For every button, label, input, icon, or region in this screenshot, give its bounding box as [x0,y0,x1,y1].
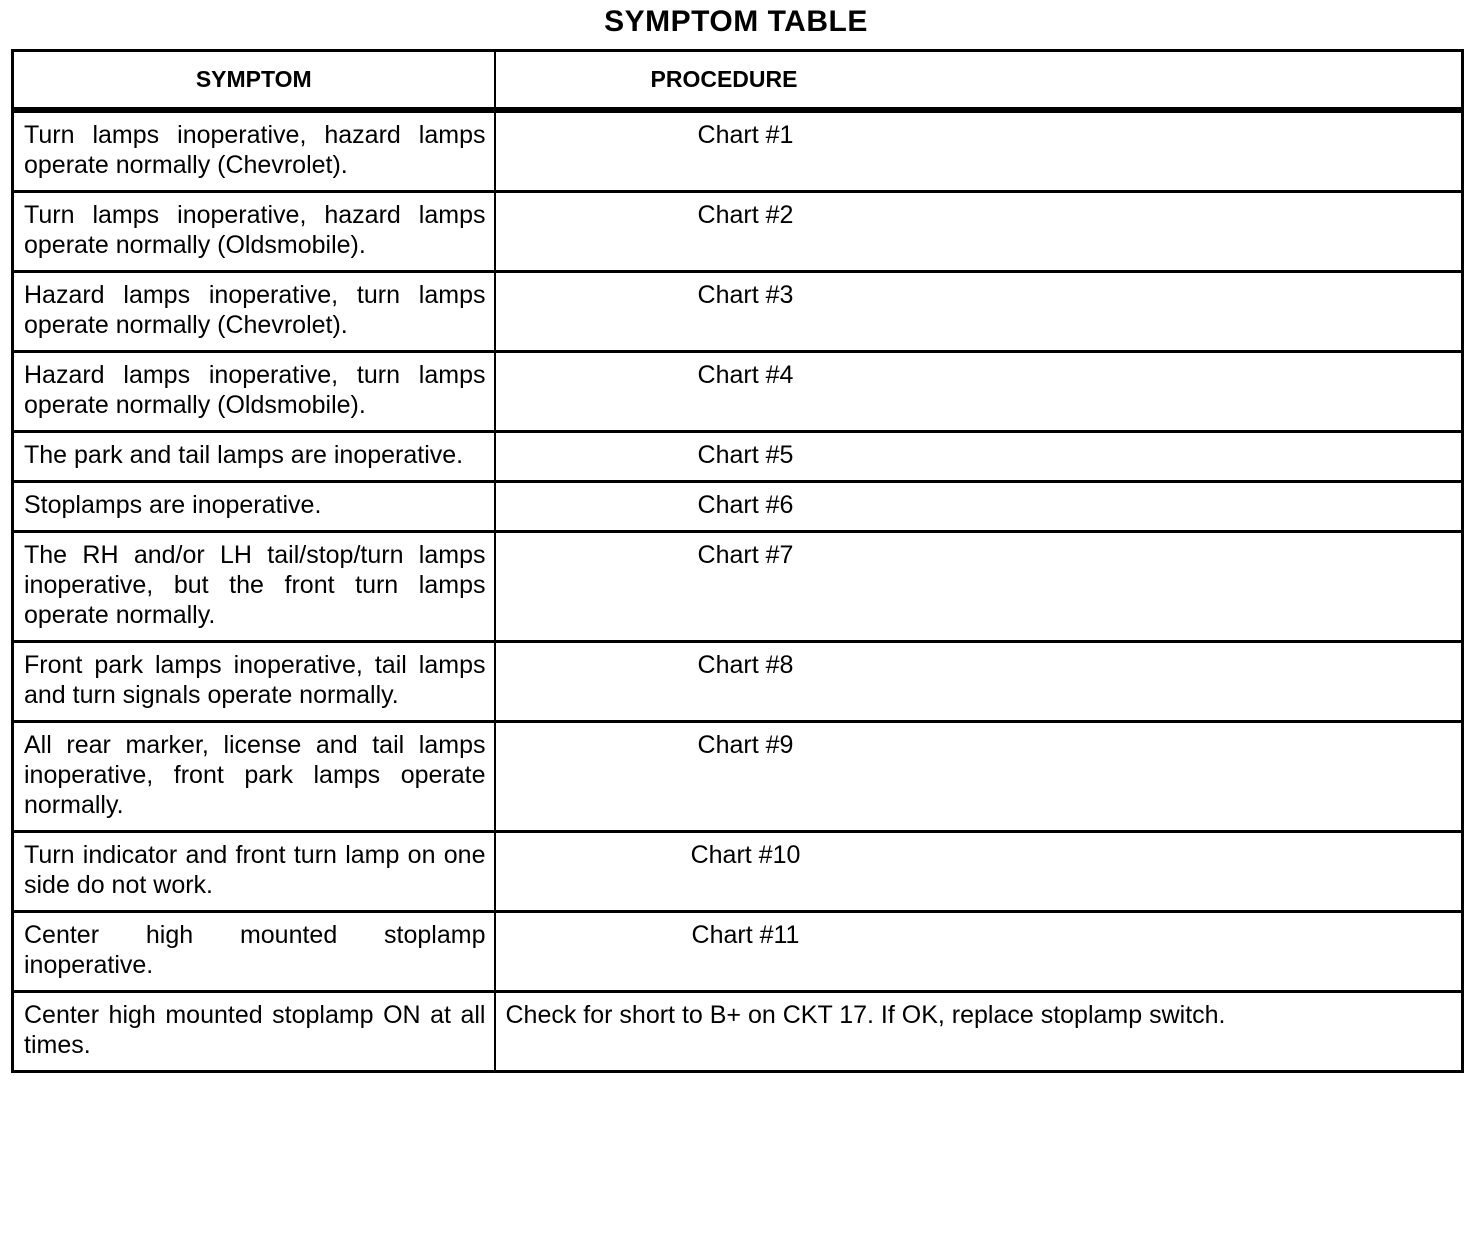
chart-reference: Chart #10 [690,841,801,869]
symptom-cell: Hazard lamps inoperative, turn lamps operate normally (Oldsmobile). [13,352,495,432]
table-row [13,912,1463,992]
procedure-text: Check for short to B+ on CKT 17. If OK, replace stoplamp switch. [505,1001,1226,1029]
table-row [13,532,1463,642]
procedure-cell [495,482,1463,532]
table-row [13,642,1463,722]
procedure-cell [495,912,1463,992]
chart-reference: Chart #9 [697,731,794,759]
symptom-cell: Front park lamps inoperative, tail lamps and turn signals operate normally. [13,642,495,722]
column-header-symptom: SYMPTOM [13,51,495,111]
chart-reference: Chart #5 [697,441,794,469]
page-title: SYMPTOM TABLE [604,5,868,38]
table-body [13,110,1463,1072]
table-row [13,482,1463,532]
symptom-cell: Turn lamps inoperative, hazard lamps operate normally (Oldsmobile). [13,192,495,272]
symptom-cell: Center high mounted stoplamp ON at all times. [13,992,495,1072]
table-row [13,352,1463,432]
table-row [13,832,1463,912]
table-row [13,722,1463,832]
symptom-cell: The RH and/or LH tail/stop/turn lamps inoperative, but the front turn lamps operate normally. [13,532,495,642]
procedure-cell [495,352,1463,432]
chart-reference: Chart #6 [697,491,794,519]
procedure-cell [495,722,1463,832]
symptom-cell: Center high mounted stoplamp inoperative. [13,912,495,992]
procedure-cell [495,432,1463,482]
chart-reference: Chart #11 [691,921,800,949]
table-row [13,192,1463,272]
symptom-cell: Turn lamps inoperative, hazard lamps operate normally (Chevrolet). [13,110,495,192]
symptom-cell: Turn indicator and front turn lamp on one side do not work. [13,832,495,912]
table-row [13,432,1463,482]
chart-reference: Chart #4 [697,361,794,389]
symptom-cell: All rear marker, license and tail lamps inoperative, front park lamps operate normally. [13,722,495,832]
procedure-cell [495,192,1463,272]
column-header-procedure: PROCEDURE [495,51,1463,111]
chart-reference: Chart #7 [697,541,794,569]
table-row [13,272,1463,352]
chart-reference: Chart #3 [697,281,794,309]
procedure-cell [495,642,1463,722]
symptom-cell: The park and tail lamps are inoperative. [13,432,495,482]
procedure-cell [495,832,1463,912]
symptom-table [11,49,1464,1073]
table-row [13,992,1463,1072]
procedure-cell [495,110,1463,192]
procedure-cell [495,532,1463,642]
symptom-cell: Stoplamps are inoperative. [13,482,495,532]
procedure-cell [495,992,1463,1072]
symptom-cell: Hazard lamps inoperative, turn lamps operate normally (Chevrolet). [13,272,495,352]
chart-reference: Chart #8 [697,651,794,679]
table-header-row [13,51,1463,111]
procedure-cell [495,272,1463,352]
table-row [13,110,1463,192]
chart-reference: Chart #2 [697,201,794,229]
chart-reference: Chart #1 [697,121,794,149]
